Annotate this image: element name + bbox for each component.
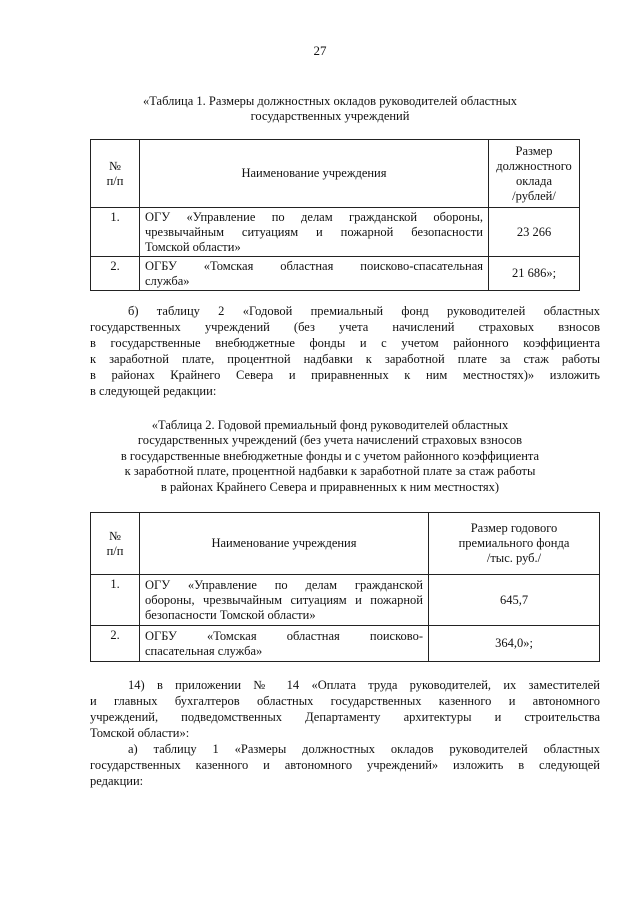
row-name — [140, 575, 429, 626]
row-value: 21 686»; — [489, 257, 580, 291]
paragraph-line: б) таблицу 2 «Годовой премиальный фонд руководителей областных — [128, 304, 600, 318]
paragraph-b — [90, 303, 600, 399]
table1-title-line: «Таблица 1. Размеры должностных окладов руководителей областных — [142, 94, 518, 108]
header-value-line: премиального фонда — [458, 536, 570, 550]
header-value-line: Размер — [515, 143, 553, 158]
table-row — [91, 626, 600, 662]
header-num-line: № — [109, 158, 121, 173]
header-value-line: /рублей/ — [512, 188, 556, 203]
table2-title-line: к заработной плате, процентной надбавки к заработной плате за стаж работы — [124, 464, 536, 479]
table2-header-num — [91, 513, 140, 575]
table1-title — [90, 94, 570, 124]
row-value: 645,7 — [429, 575, 600, 626]
table2-header-row — [91, 513, 600, 575]
paragraph-line: а) таблицу 1 «Размеры должностных окладов руководителей областных — [128, 742, 600, 756]
row-name — [140, 208, 489, 257]
table2-header-name: Наименование учреждения — [140, 513, 429, 575]
row-num: 2. — [91, 626, 140, 662]
header-num-line: п/п — [106, 173, 124, 188]
row-name — [140, 257, 489, 291]
table2-title — [90, 418, 570, 495]
paragraph-line: в государственные внебюджетные фонды и с учетом районного коэффициента — [90, 336, 600, 350]
table2 — [90, 512, 600, 662]
paragraph-line: редакции: — [90, 774, 144, 788]
row-name-line: чрезвычайным ситуациям и пожарной безопасности — [145, 224, 483, 239]
row-num: 2. — [91, 257, 140, 291]
row-num: 1. — [91, 208, 140, 257]
header-num-line: п/п — [106, 543, 124, 558]
table2-header-value — [429, 513, 600, 575]
header-value-line: должностного — [496, 158, 572, 173]
row-name-line: ОГБУ «Томская областная поисково- — [145, 628, 423, 643]
row-num: 1. — [91, 575, 140, 626]
paragraph-line: государственных казенного и автономного учреждений» изложить в следующей — [90, 758, 600, 772]
row-name — [140, 626, 429, 662]
row-name-line: безопасности Томской области» — [145, 607, 316, 622]
paragraph-line: в районах Крайнего Севера и приравненных к ним местностях)» изложить — [90, 368, 600, 382]
row-name-line: Томской области» — [145, 239, 241, 254]
table2-title-line: «Таблица 2. Годовой премиальный фонд руководителей областных — [151, 418, 509, 432]
table-row — [91, 575, 600, 626]
table2-title-line: в государственные внебюджетные фонды и с учетом районного коэффициента — [120, 448, 540, 463]
table1-header-row — [91, 140, 580, 208]
table2-title-line: государственных учреждений (без учета начислений страховых взносов — [137, 433, 523, 448]
table1-title-line: государственных учреждений — [250, 109, 410, 123]
paragraph-line: в следующей редакции: — [90, 384, 217, 398]
row-value: 364,0»; — [429, 626, 600, 662]
paragraph-line: Томской области»: — [90, 726, 190, 740]
paragraph-line: 14) в приложении № 14 «Оплата труда руководителей, их заместителей — [128, 678, 600, 692]
paragraph-14 — [90, 677, 600, 789]
table2-title-line: в районах Крайнего Севера и приравненных к ним местностях) — [160, 479, 500, 494]
row-name-line: ОГУ «Управление по делам гражданской — [145, 577, 423, 592]
row-value: 23 266 — [489, 208, 580, 257]
paragraph-line: к заработной плате, процентной надбавки к заработной плате за стаж работы — [90, 352, 600, 366]
header-num-line: № — [109, 528, 121, 543]
row-name-line: спасательная служба» — [145, 643, 263, 658]
paragraph-line: государственных учреждений (без учета начислений страховых взносов — [90, 320, 600, 334]
row-name-line: обороны, чрезвычайным ситуациям и пожарной — [145, 592, 423, 607]
header-value-line: /тыс. руб./ — [486, 551, 542, 565]
paragraph-line: учреждений, подведомственных Департаменту архитектуры и строительства — [90, 710, 600, 724]
row-name-line: служба» — [145, 273, 190, 288]
header-value-line: оклада — [515, 173, 553, 188]
paragraph-line: и главных бухгалтеров областных государственных казенного и автономного — [90, 694, 600, 708]
table1 — [90, 139, 580, 291]
row-name-line: ОГУ «Управление по делам гражданской обороны, — [145, 209, 483, 224]
table1-header-num — [91, 140, 140, 208]
header-value-line: Размер годового — [470, 521, 558, 535]
table1-header-name: Наименование учреждения — [140, 140, 489, 208]
page-number: 27 — [313, 43, 327, 58]
table-row — [91, 257, 580, 291]
table1-header-value — [489, 140, 580, 208]
row-name-line: ОГБУ «Томская областная поисково-спасательная — [145, 258, 483, 273]
table-row — [91, 208, 580, 257]
